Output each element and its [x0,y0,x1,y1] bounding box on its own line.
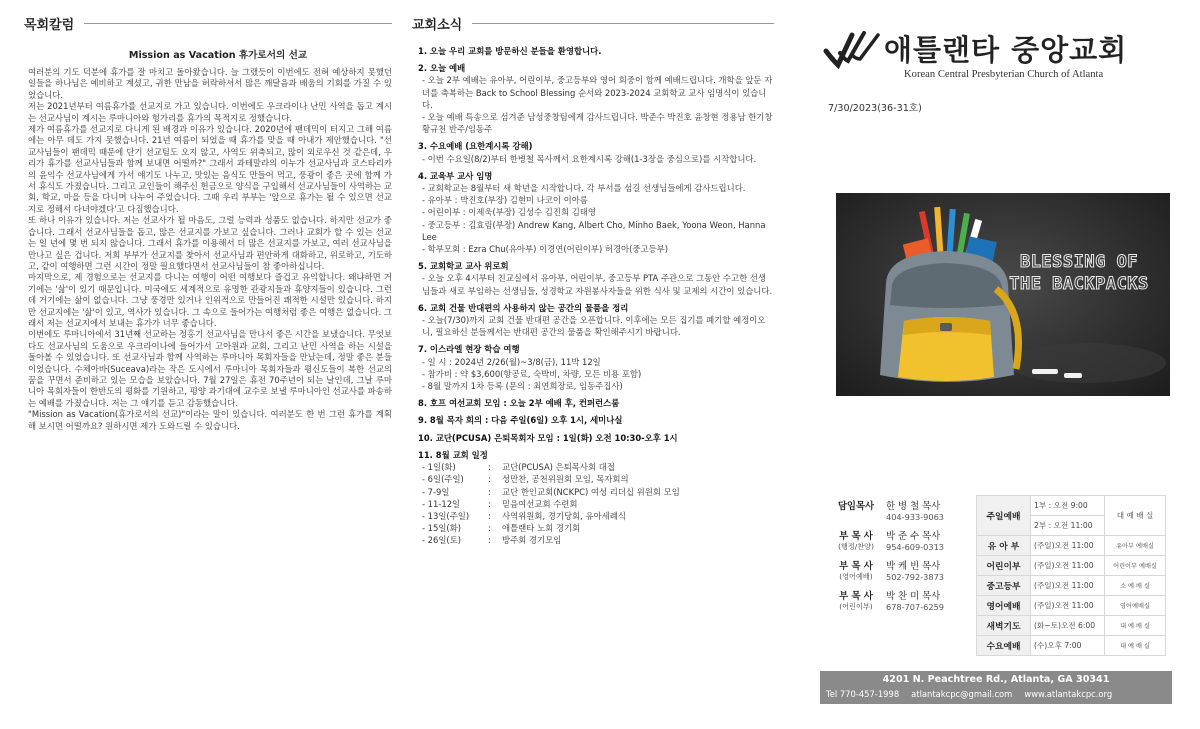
column-section-header [24,14,392,33]
staff-role-sub: (어린이부) [839,602,873,611]
pastor-staff-list [830,498,990,618]
column-paragraph: 저는 2021년부터 여름휴가를 선교지로 가고 있습니다. 이번에도 우크라이나 난민 사역을 돕고 계시는 선교사님이 계시는 루마니아와 헝가리를 휴가의 목적지로 정했습니다. [28,101,392,123]
column-title: Mission as Vacation 휴가로서의 선교 [128,50,308,61]
worship-time: 2부 : 오전 11:00 [1031,516,1105,536]
worship-service-label: 영어예배 [977,596,1031,616]
news-item [418,170,774,255]
worship-time: (수)오후 7:00 [1031,636,1105,656]
header-divider [84,23,392,24]
column-paragraph: "Mission as Vacation(휴가로서의 선교)"이라는 말이 있습니다. 여러분도 한 번 그런 휴가를 계획해 보시면 어떨까요? 원하시면 제가 도와드릴 수 있습니다. [28,409,392,431]
news-item [418,302,774,339]
worship-row [977,636,1166,656]
news-item [418,140,774,164]
news-schedule-title: 11. 8월 교회 일정 [418,449,488,460]
schedule-date: - 15일(화) [422,523,462,534]
schedule-separator: : [488,462,491,473]
staff-info [882,528,944,552]
column-paragraph: 이번에도 루마니아에서 31년째 선교하는 정홍기 선교사님을 만나서 좋은 시간을 보냈습니다. 무엇보다도 선교사님의 도움으로 우크라이나에 들어가서 고아원과 교회, 그리고 난민 사역을 하는 시설을 돌아볼 수 있었습니다. 또 선교사님과 함께 사역하는 루마니아 목회자들을 만났는데, 정말 좋은 분들이었습니다. 수체아바(Suceava)라는 작은 도시에서 루마니아 목회자들과 평신도들이 복한 선교의 꿈을 꾸면서 준비하고 있는 모습을 보았습니다. 7월 27일은 휴전 70주년이 되는 날인데, 그날 루마니아 목회자들이 한반도의 평화를 기원하고, 평양 과기대에 교수로 보낼 루마니아인 선교사를 파송하는 예배를 가졌습니다. 저는 그 얘기를 듣고 감동했습니다. [28,329,392,408]
church-logo [822,28,1127,69]
worship-service-label: 새벽기도 [977,616,1031,636]
news-item [418,260,774,297]
schedule-event: 사역위원회, 경기당회, 유아세례식 [502,510,626,521]
news-item-title: 3. 수요예배 (요한계시록 강해) [418,141,533,152]
column-paragraph: 마지막으로, 제 경험으로는 선교지를 다니는 여행이 어떤 여행보다 즐겁고 유익합니다. 왜냐하면 거기에는 '삶'이 있기 때문입니다. 미국에도 세계적으로 유명한 관광지들과 휴양지들이 있습니다. 그런데 거기에는 삶이 없습니다. 그냥 풍경만 있거나 인위적으로 만들어진 쾌적한 시설만 있습니다. 하지만 선교지에는 '삶'이 있고, 역사가 있습니다. 그 속으로 들어가는 여행처럼 좋은 여행은 없습니다. 그래서 저는 선교지에서 보내는 휴가가 너무 좋습니다. [28,272,392,328]
staff-phone: 404-933-9063 [886,512,945,522]
staff-role-sub: (영어예배) [839,572,873,581]
news-list [412,45,774,547]
schedule-event: 믿음여선교회 수련회 [502,498,578,509]
column-paragraph: 제가 여름휴가를 선교지로 다니게 된 배경과 이유가 있습니다. 2020년에 팬데믹이 터지고 그해 여름에는 아무 데도 가지 못했습니다. 21년 여름이 되었을 때 휴가를 맞을 때 아내가 제안했습니다. "선교사님들이 팬데믹 때문에 단기 선교팀도 오지 않고, 사역도 위축되고, 많이 외로우신 것 같은데, 우리가 휴가를 선교사님들과 함께 보내면 어떨까?" 그래서 과테말라의 이누가 선교사님과 코스타리카의 윤익수 선교사님에게 가서 얘기도 나누고, 맛있는 음식도 만들어 먹고, 풍광이 좋은 곳에 함께 가서 휴식도 가졌습니다. 그리고 교인들이 해주신 헌금으로 양식을 구입해서 선교사님들이 사역하는 교회, 학교, 마을 등을 다니며 나누어 주었습니다. 그때 우리 부부는 '앞으로 휴가는 될 수 있으면 선교지로 정해서 다녀야겠다'고 다짐했습니다. [28,124,392,214]
staff-role: 부 목 사 [839,561,873,572]
schedule-row [418,498,774,510]
column-paragraph: 여러분의 기도 덕분에 휴가를 잘 마치고 돌아왔습니다. 늘 그랬듯이 이번에도 전혀 예상하지 못했던 일들을 하나님은 예비하고 계셨고, 귀한 만남을 허락하셔서 많은 깨달음과 배움의 기회를 가질 수 있었습니다. [28,67,392,100]
news-item [418,62,774,135]
staff-name: 박 찬 미 목사 [886,591,941,602]
schedule-separator: : [488,523,491,534]
column-header-label: 목회칼럼 [24,18,75,33]
staff-role-block [830,588,882,612]
news-item [418,343,774,392]
schedule-event: 방주회 경기모임 [502,535,562,546]
schedule-event: 애틀랜타 노회 경기회 [502,523,581,534]
staff-role-block [830,498,882,522]
schedule-separator: : [488,486,491,497]
worship-service-label: 중고등부 [977,576,1031,596]
worship-place: 유아부 예배실 [1105,536,1166,556]
staff-role-block [830,558,882,582]
news-item-title: 1. 오늘 우리 교회를 방문하신 분들을 환영합니다. [418,46,602,56]
staff-role-block [830,528,882,552]
news-item-line: - 유아부 : 박진호(부장) 김현미 나코이 이아름 [422,195,588,206]
news-item-line: - 일 시 : 2024년 2/26(월)~3/8(금), 11박 12일 [422,356,601,367]
cover-chalk-title-line1: BLESSING OF [1019,252,1139,272]
column-paragraph: 또 하나 이유가 있습니다. 저는 선교사가 될 마음도, 그럴 능력과 성품도 없습니다. 하지만 선교가 좋습니다. 그래서 선교사님들을 돕고, 많은 선교지를 가보고 싶습니다. 그러나 교회가 할 수 있는 선교는 일 년에 몇 번 되지 않습니다. 그래서 휴가를 이용해서 더 많은 선교지를 가보고, 여러 선교사님을 만나고 싶은 겁니다. 저희 부부가 선교지를 찾아서 선교사님과 편안하게 대화하고, 위로하고, 기도하고, 같이 여행하면 그런 시간이 정말 필요했다면서 선교사님들이 참 좋아하십니다. [28,215,392,271]
schedule-date: - 6일(주일) [422,474,464,485]
worship-place: 대 예 배 실 [1105,496,1166,536]
worship-row-sunday [977,496,1166,516]
schedule-separator: : [488,535,491,546]
worship-time: (주일)오전 11:00 [1031,536,1105,556]
staff-phone: 678-707-6259 [886,602,945,612]
news-item [418,45,774,57]
worship-time: (주일)오전 11:00 [1031,556,1105,576]
news-item-line: - 참가비 : 약 $3,600(항공료, 숙박비, 차량, 모든 비용 포함) [422,368,642,379]
staff-role: 부 목 사 [839,591,873,602]
staff-info [882,558,944,582]
staff-row [830,588,990,612]
worship-service-label: 어린이부 [977,556,1031,576]
staff-name: 박 준 수 목사 [886,531,941,542]
cover-chalk-title [1002,251,1156,295]
news-item [418,414,774,426]
news-item-title: 6. 교회 건물 반대편의 사용하지 않는 공간의 물품을 정리 [418,302,629,313]
schedule-event: 교단(PCUSA) 은퇴목사회 대접 [502,462,615,473]
worship-service-label: 수요예배 [977,636,1031,656]
worship-time: (주일)오전 11:00 [1031,596,1105,616]
news-header-label: 교회소식 [412,18,463,33]
staff-name: 한 병 철 목사 [886,501,941,512]
schedule-row [418,461,774,473]
worship-row [977,556,1166,576]
news-item-title: 2. 오늘 예배 [418,63,466,74]
worship-time: 1부 : 오전 9:00 [1031,496,1105,516]
church-logo-mark-icon [822,29,884,69]
worship-row [977,596,1166,616]
schedule-date: - 11-12일 [422,498,461,509]
news-item-title: 7. 이스라엘 현장 학습 여행 [418,344,520,355]
news-item-line: - 오늘(7/30)까지 교회 건물 반대편 공간을 오픈합니다. 이후에는 모든 집기를 폐기할 예정이오니, 필요하신 분들께서는 반대편 공간의 물품을 확인해주시기 바랍니다. [422,315,766,338]
worship-time: (화~토)오전 6:00 [1031,616,1105,636]
worship-service-label: 유 아 부 [977,536,1031,556]
staff-role: 부 목 사 [839,531,873,542]
news-item-line: - 이번 수요일(8/2)부터 한병철 목사께서 요한계시록 강해(1-3장을 중심으로)를 시작합니다. [422,153,757,164]
worship-row [977,616,1166,636]
worship-row [977,536,1166,556]
schedule-separator: : [488,510,491,521]
cover-illustration [836,193,1170,396]
schedule-separator: : [488,474,491,485]
news-item [418,397,774,409]
news-item-line: - 오늘 오후 4시부터 친교실에서 유아부, 어린이부, 중고등부 PTA 주관으로 그동안 수고한 선생님들과 새로 부임하는 선생님들, 성경학교 자원봉사자들을 위한 식사 및 교제의 시간이 있습니다. [422,273,773,296]
pastor-column [24,14,392,432]
worship-place: 어린이부 예배실 [1105,556,1166,576]
staff-info [882,588,944,612]
news-item-line: - 8월 말까지 1차 등록 (문의 : 최연희장로, 임동주집사) [422,381,623,392]
schedule-separator: : [488,498,491,509]
schedule-row [418,473,774,485]
worship-row [977,576,1166,596]
staff-phone: 954-609-0313 [886,542,945,552]
worship-place: 소 예 배 실 [1105,576,1166,596]
news-schedule [418,449,774,547]
news-section-header [412,14,774,33]
news-item-title: 5. 교회학교 교사 위로회 [418,261,509,272]
news-item-title: 8. 호프 여선교회 모임 : 오늘 2부 예배 후, 컨퍼런스룸 [418,398,620,409]
news-item-line: - 교회학교는 8월부터 새 학년을 시작합니다. 각 부서를 섬길 선생님들에게 감사드립니다. [422,183,746,194]
header-divider [472,23,774,24]
schedule-row [418,522,774,534]
schedule-row [418,486,774,498]
schedule-date: - 13일(주일) [422,510,470,521]
church-phone: Tel 770-457-1998 [826,689,900,699]
church-website[interactable]: www.atlantakcpc.org [1024,689,1113,699]
staff-info [882,498,944,522]
church-name-english: Korean Central Presbyterian Church of Atlanta [904,69,1104,80]
news-item-line: - 어린이부 : 이제욱(부장) 김성수 김진희 김태영 [422,207,596,218]
staff-name: 박 케 빈 목사 [886,561,941,572]
bulletin-cover [800,0,1200,729]
news-item-title: 9. 8월 목자 회의 : 다음 주일(6일) 오후 1시, 세미나실 [418,415,623,426]
bulletin-issue-date: 7/30/2023(36-31호) [828,103,922,114]
schedule-date: - 26일(토) [422,535,462,546]
church-name-korean: 애틀랜타 중앙교회 [884,33,1128,67]
worship-place: 영어예배실 [1105,596,1166,616]
worship-time: (주일)오전 11:00 [1031,576,1105,596]
staff-row [830,528,990,552]
news-column [412,14,774,552]
schedule-row [418,534,774,546]
news-item-title: 10. 교단(PCUSA) 은퇴목회자 모임 : 1일(화) 오전 10:30-오후 1시 [418,432,678,443]
staff-phone: 502-792-3873 [886,572,945,582]
staff-row [830,498,990,522]
news-item-line: - 오늘 예배 특송으로 섬겨준 남성중창팀에게 감사드립니다. 박준수 박진호 윤창현 정용남 한기창 황규천 반주/임동주 [422,112,773,135]
news-item-line: - 중고등부 : 김효림(부장) Andrew Kang, Albert Cho, Minho Baek, Yoona Weon, Hanna Lee [422,219,766,242]
church-address-footer [820,671,1172,704]
news-item [418,432,774,444]
staff-role: 담임목사 [837,501,875,512]
worship-place: 대 예 배 실 [1105,616,1166,636]
church-contact-line [826,689,1170,699]
news-item-title: 4. 교육부 교사 임명 [418,170,493,181]
schedule-event: 성만찬, 공천위원회 모임, 목자회의 [502,474,629,485]
staff-role-sub: (행정/찬양) [838,542,874,551]
worship-service-label: 주일예배 [977,496,1031,536]
schedule-event: 교단 한인교회(NCKPC) 여성 리더십 위원회 모임 [502,486,680,497]
church-address: 4201 N. Peachtree Rd., Atlanta, GA 30341 [882,674,1110,685]
staff-row [830,558,990,582]
church-email[interactable]: atlantakcpc@gmail.com [911,689,1013,699]
worship-schedule-table [976,495,1166,656]
cover-chalk-title-line2: THE BACKPACKS [1009,274,1149,294]
news-item-line: - 학부모회 : Ezra Chu(유아부) 이경연(어린이부) 허경아(중고등부) [422,244,669,255]
worship-place: 대 예 배 실 [1105,636,1166,656]
schedule-date: - 7-9일 [422,486,450,497]
schedule-date: - 1일(화) [422,462,456,473]
news-item-line: - 오늘 2부 예배는 유아부, 어린이부, 중고등부와 영어 회중이 함께 예배드립니다. 개학을 앞둔 자녀를 축복하는 Back to School Blessing 순서와 2023-2024 교회학교 교사 임명식이 있습니다. [422,75,773,110]
column-body [24,67,392,432]
schedule-row [418,510,774,522]
